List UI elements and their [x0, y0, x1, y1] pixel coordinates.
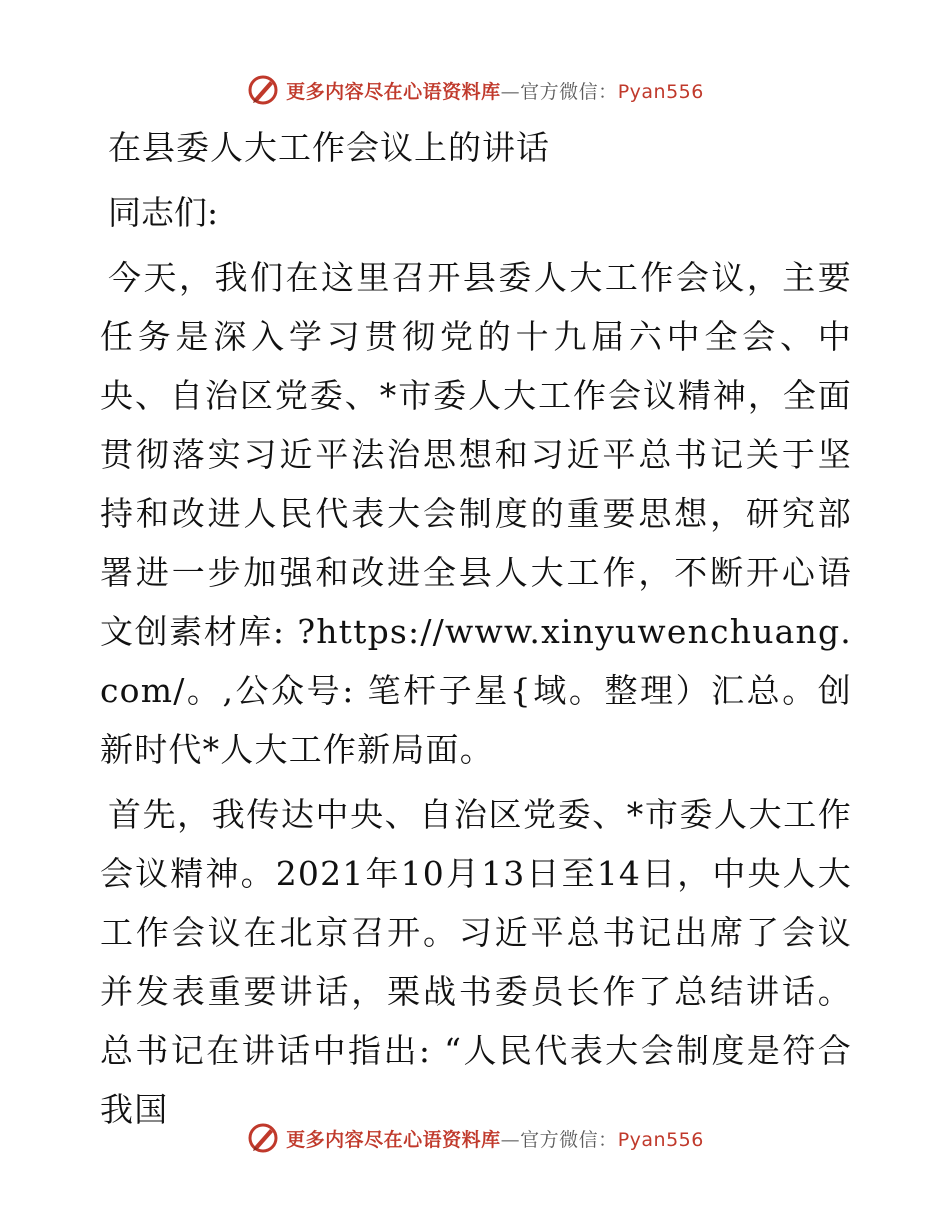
footer-banner	[0, 1118, 950, 1158]
document-body	[100, 120, 852, 1139]
footer-wechat-label: 官方微信：	[520, 1128, 618, 1151]
header-separator: —	[500, 80, 521, 103]
header-wechat-label: 官方微信：	[520, 80, 618, 103]
header-banner-text	[286, 77, 704, 104]
pen-logo-icon	[246, 73, 280, 107]
salutation: 同志们:	[108, 193, 219, 232]
header-brand: 更多内容尽在心语资料库	[286, 80, 501, 103]
footer-separator: —	[500, 1128, 521, 1151]
footer-wechat-id: Pyan556	[617, 1128, 704, 1151]
footer-brand: 更多内容尽在心语资料库	[286, 1128, 501, 1151]
pen-logo-icon	[246, 1121, 280, 1155]
paragraph-1: 今天，我们在这里召开县委人大工作会议，主要任务是深入学习贯彻党的十九届六中全会、中央、自治区党委、*市委人大工作会议精神，全面贯彻落实习近平法治思想和习近平总书记关于坚持和改进人民代表大会制度的重要思想，研究部署进一步加强和改进全县人大工作，不断开心语文创素材库: ?https://www.xinyuwenchuang.com/。,公众号: 笔杆子星{域。整理）汇总。创新时代*人大工作新局面。	[100, 258, 852, 769]
header-wechat-id: Pyan556	[617, 80, 704, 103]
document-title: 在县委人大工作会议上的讲话	[108, 128, 550, 167]
header-banner	[0, 70, 950, 110]
footer-banner-text	[286, 1125, 704, 1152]
paragraph-2: 首先，我传达中央、自治区党委、*市委人大工作会议精神。2021年10月13日至14日，中央人大工作会议在北京召开。习近平总书记出席了会议并发表重要讲话，栗战书委员长作了总结讲话。总书记在讲话中指出: “人民代表大会制度是符合我国	[100, 795, 852, 1129]
